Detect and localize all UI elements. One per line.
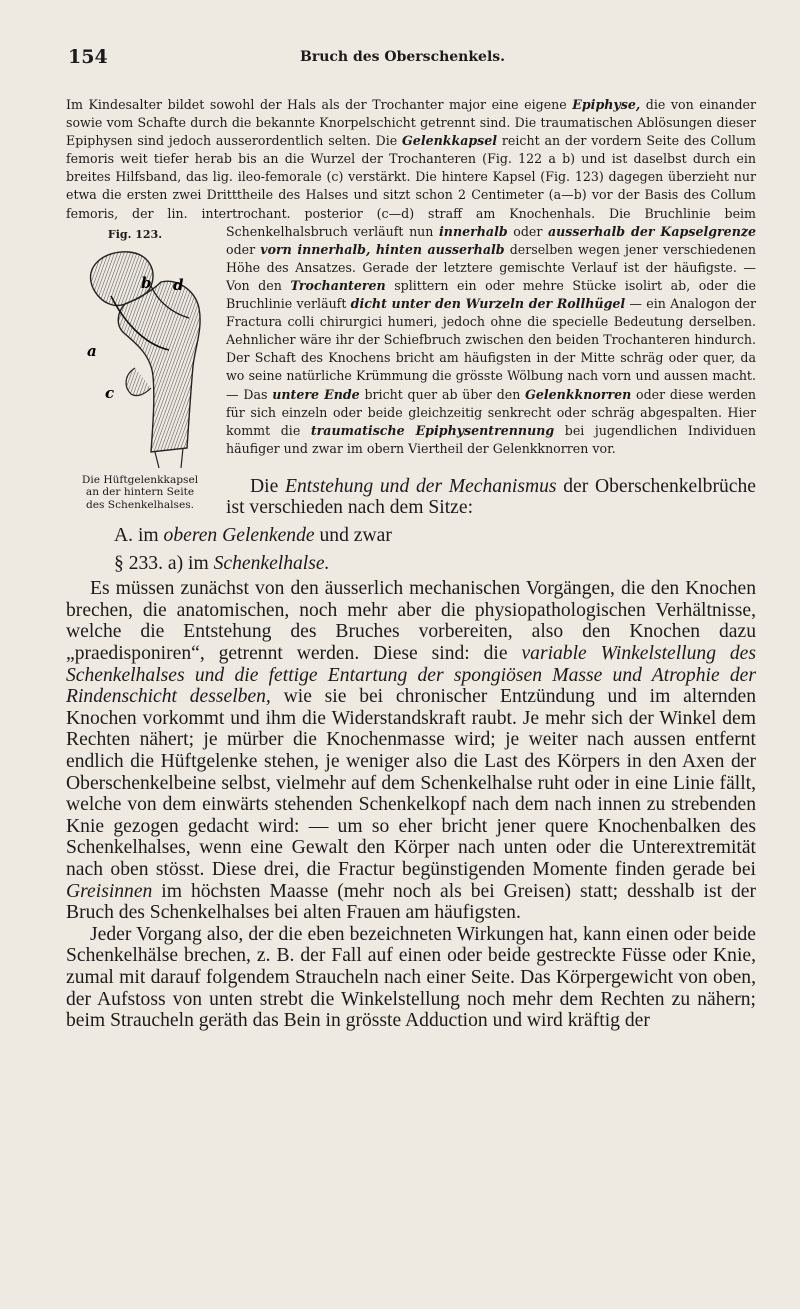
subheading-a: A. im oberen Gelenkende und zwar (114, 525, 392, 547)
femur-neck-shape (118, 281, 200, 452)
letter-b: b (141, 273, 152, 292)
letter-d: d (173, 275, 184, 294)
page-header (66, 40, 756, 74)
term-traumatische-epiphysentrennung: traumatische Epiphysentrennung (310, 422, 555, 438)
page-number: 154 (68, 46, 108, 68)
term-innerhalb: innerhalb (439, 223, 508, 239)
figure-123 (62, 225, 218, 512)
paragraph-entstehung: Die Entstehung und der Mechanismus der Oberschenkelbrüche ist verschieden nach dem Sitze: (226, 475, 756, 519)
section-heading-233: § 233. a) im Schenkelhalse. (114, 552, 330, 574)
paragraph-vorgang: Jeder Vorgang also, der die eben bezeichneten Wirkungen hat, kann einen oder beide Schenkelhälse brechen, z. B. der Fall auf einen oder beide gestreckte Füsse oder Knie, zumal mit darauf folgendem Straucheln nach einer Seite. Das Körpergewicht von oben, der Aufstoss von unten strebt die Winkelstellung noch mehr dem Rechten zu nähern; beim Straucheln geräth das Bein in grösste Adduction und wird kräftig der (66, 923, 756, 1032)
term-gelenkkapsel: Gelenkkapsel (402, 133, 498, 149)
figure-label: Fig. 123. (107, 227, 163, 241)
letter-a: a (87, 341, 97, 360)
term-dicht-unter: dicht unter den Wurzeln der Rollhügel (350, 296, 626, 312)
femur-illustration (65, 248, 215, 468)
figure-caption: Die Hüftgelenkkapsel an der hintern Seite des Schenkelhalses. (81, 473, 199, 511)
term-ausserhalb-kapselgrenze: ausserhalb der Kapselgrenze (547, 223, 757, 239)
term-trochanteren: Trochanteren (290, 277, 386, 293)
term-untere-ende: untere Ende (272, 386, 360, 402)
term-vorn-innerhalb: vorn innerhalb, hinten ausserhalb (260, 241, 505, 257)
term-epiphyse: Epiphyse, (572, 97, 641, 112)
paragraph-anatomy: Im Kindesalter bildet sowohl der Hals als der Trochanter major eine eigene Epiphyse, die von einander sowie vom Schafte durch die bekannte Knorpelschicht getrennt sind. Die traumatischen Ablösungen dieser Epiphysen sind jedoch ausserordentlich selten. Die Gelenkkapsel reicht an der vordern Seite des Collum femoris weit tiefer herab bis an die Wurzel der Trochanteren (Fig. 122 a b) und ist daselbst durch ein breites Hilfsband, das lig. ileo-femorale (c) verstärkt. Die hintere Kapsel (Fig. 123) dagegen überzieht nur etwa die ersten zwei Dritttheile des Halses und sitzt schon 2 Centimeter (a—b) vor der Basis des Collum femoris, der lin. intertrochant. posterior (c—d) straff am Knochenhals. Die Bruchlinie beim Schenkelhalsbruch verläuft nun Fig. 123. b d a c Die Hüftgelenkkapsel an der hintern Seite des Schenkelhalses. innerhalb oder ausserhalb der Kapselgrenze oder vorn innerhalb, hinten ausserhalb derselben wegen jener verschiedenen Höhe des Ansatzes. Gerade der letztere gemischte Verlauf ist der häufigste. — Von den Trochanteren splittern ein oder mehre Stücke isolirt ab, oder die Bruchlinie verläuft dicht unter den Wurzeln der Rollhügel — ein Analogon der Fractura colli chirurgici humeri, jedoch ohne die specielle Bedeutung derselben. Aehnlicher wäre ihr der Schiefbruch zwischen den beiden Trochanteren hindurch. Der Schaft des Knochens bricht am häufigsten in der Mitte schräg oder quer, da wo seine natürliche Krümmung die grösste Wölbung nach vorn und aussen macht. — Das untere Ende bricht quer ab über den Gelenkknorren oder diese werden für sich einzeln oder beide gleichzeitig senkrecht oder schräg abgespalten. Hier kommt die traumatische Epiphysentrennung bei jugendlichen Individuen häufiger und zwar im obern Viertheil der Gelenkknorren vor. (66, 96, 756, 458)
term-gelenkknorren: Gelenkknorren (525, 386, 632, 402)
large-print-section (66, 476, 756, 1032)
running-title: Bruch des Oberschenkels. (300, 49, 506, 65)
letter-c: c (105, 383, 115, 402)
paragraph-praedisposition: Es müssen zunächst von den äusserlich mechanischen Vorgängen, die den Knochen brechen, die anatomischen, noch mehr aber die physiopathologischen Verhältnisse, welche die Entstehung des Bruches vorbereiten, also den Knochen dazu „praedisponiren“, getrennt werden. Diese sind: die variable Winkelstellung des Schenkelhalses und die fettige Entartung der spongiösen Masse und Atrophie der Rindenschicht desselben, wie sie bei chronischer Entzündung und im alternden Knochen vorkommt und ihm die Widerstandskraft raubt. Je mehr sich der Winkel dem Rechten nähert; je mürber die Knochenmasse wird; je weiter nach aussen entfernt endlich die Hüftgelenke stehen, je weniger also die Last des Körpers in den Axen der Oberschenkelbeine selbst, vielmehr auf dem Schenkelhalse ruht oder in eine Linie fällt, welche von dem einwärts stehenden Schenkelkopf nach dem nach innen zu strebenden Knie gezogen gedacht wird: — um so eher bricht jener quere Knochenbalken des Schenkelhalses, wenn eine Gewalt den Körper nach unten oder die Unterextremität nach oben stösst. Diese drei, die Fractur begünstigenden Momente finden gerade bei Greisinnen im höchsten Maasse (mehr noch als bei Greisen) statt; desshalb ist der Bruch des Schenkelhalses bei alten Frauen am häufigsten. (66, 578, 756, 924)
